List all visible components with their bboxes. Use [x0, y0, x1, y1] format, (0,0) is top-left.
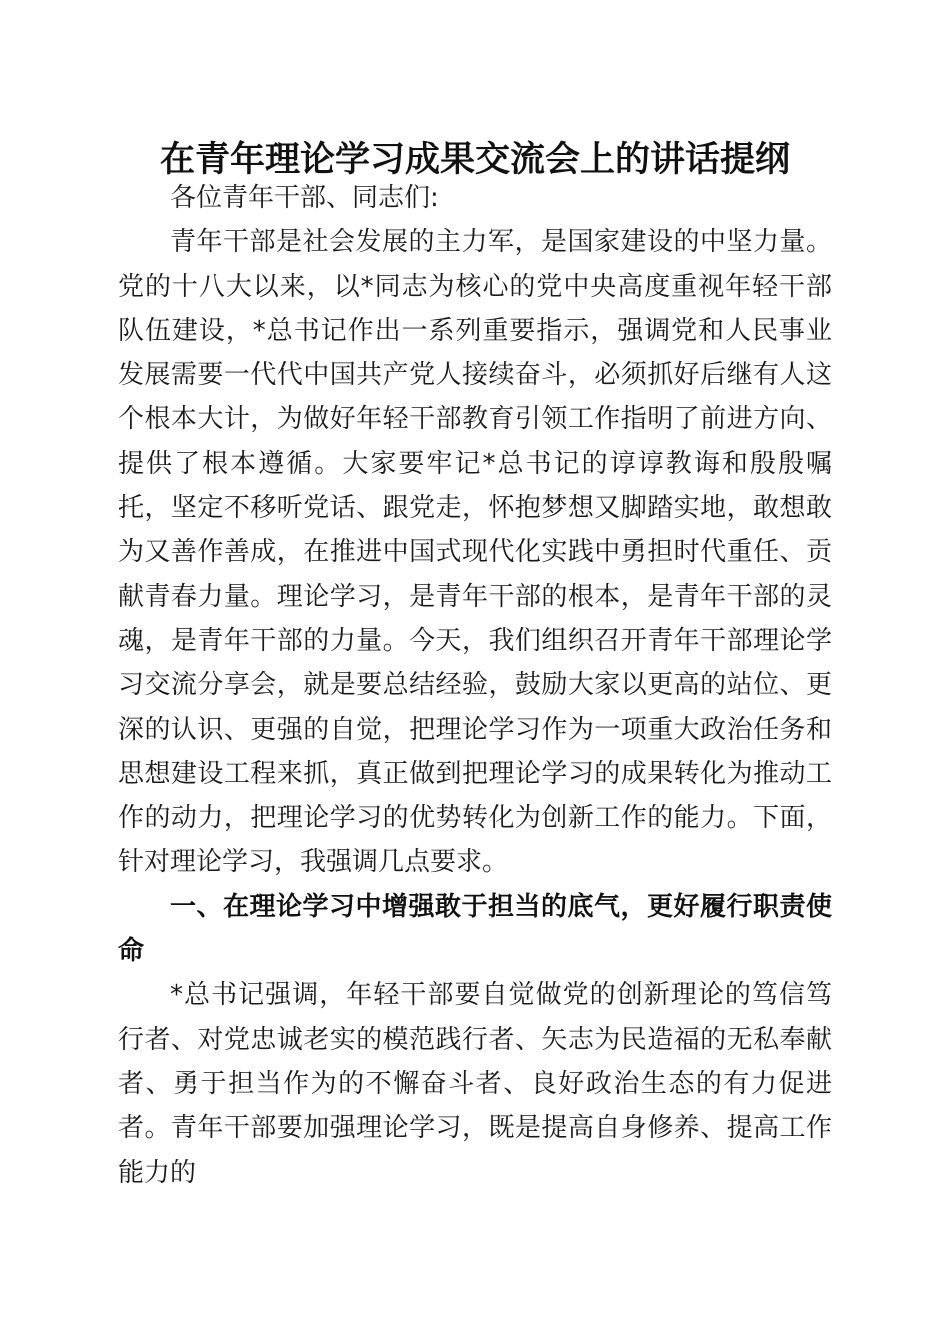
intro-paragraph: 青年干部是社会发展的主力军，是国家建设的中坚力量。党的十八大以来，以*同志为核心的党中央高度重视年轻干部队伍建设，*总书记作出一系列重要指示，强调党和人民事业发展需要一代代中国共产党人接续奋斗，必须抓好后继有人这个根本大计，为做好年轻干部教育引领工作指明了前进方向、提供了根本遵循。大家要牢记*总书记的谆谆教诲和殷殷嘱托，坚定不移听党话、跟党走，怀抱梦想又脚踏实地，敢想敢为又善作善成，在推进中国式现代化实践中勇担时代重任、贡献青春力量。理论学习，是青年干部的根本，是青年干部的灵魂，是青年干部的力量。今天，我们组织召开青年干部理论学习交流分享会，就是要总结经验，鼓励大家以更高的站位、更深的认识、更强的自觉，把理论学习作为一项重大政治任务和思想建设工程来抓，真正做到把理论学习的成果转化为推动工作的动力，把理论学习的优势转化为创新工作的能力。下面，针对理论学习，我强调几点要求。	[118, 227, 832, 878]
section-heading-1: 一、在理论学习中增强敢于担当的底气，更好履行职责使命	[118, 891, 832, 967]
salutation: 各位青年干部、同志们:	[170, 183, 439, 213]
section-1-paragraph: *总书记强调，年轻干部要自觉做党的创新理论的笃信笃行者、对党忠诚老实的模范践行者、矢志为民造福的无私奉献者、勇于担当作为的不懈奋斗者、良好政治生态的有力促进者。青年干部要加强理论学习，既是提高自身修养、提高工作能力的	[118, 980, 832, 1188]
document-body	[118, 176, 832, 1195]
document-title: 在青年理论学习成果交流会上的讲话提纲	[159, 139, 790, 180]
